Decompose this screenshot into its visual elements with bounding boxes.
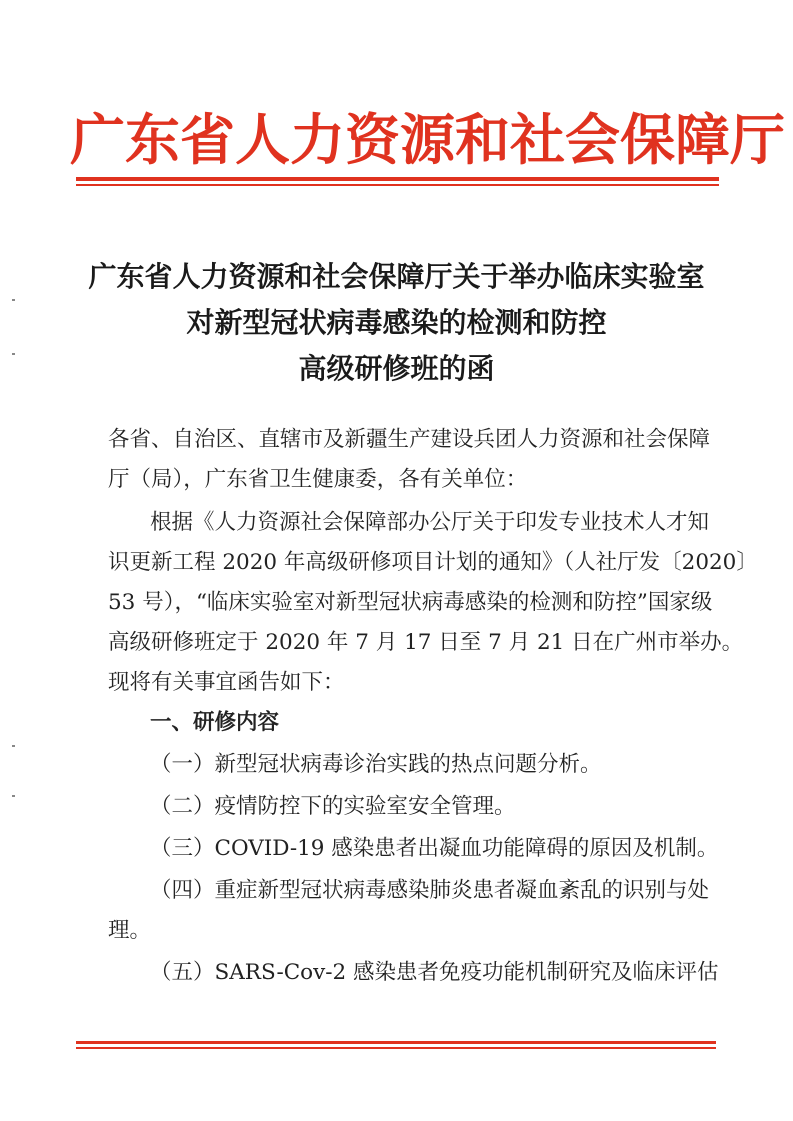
- body-paragraph-line-2: 识更新工程 2020 年高级研修项目计划的通知》（人社厅发〔2020〕: [108, 550, 758, 575]
- body-paragraph-line-1: 根据《人力资源社会保障部办公厅关于印发专业技术人才知: [150, 510, 710, 535]
- letterhead-rule-thick: [76, 177, 719, 181]
- document-title-line-1: 广东省人力资源和社会保障厅关于举办临床实验室: [88, 260, 705, 293]
- list-item-1: （一）新型冠状病毒诊治实践的热点问题分析。: [150, 752, 602, 777]
- list-item-4-continuation: 理。: [108, 918, 152, 943]
- margin-speck: [12, 353, 15, 355]
- list-item-4: （四）重症新型冠状病毒感染肺炎患者凝血紊乱的识别与处: [150, 878, 710, 903]
- footer-rule-thick: [76, 1041, 716, 1044]
- section-heading: 一、研修内容: [150, 710, 280, 735]
- addressee-line-1: 各省、自治区、直辖市及新疆生产建设兵团人力资源和社会保障: [108, 427, 711, 452]
- list-item-3: （三）COVID-19 感染患者出凝血功能障碍的原因及机制。: [150, 836, 719, 861]
- body-paragraph-line-5: 现将有关事宜函告如下：: [108, 670, 345, 695]
- addressee-line-2: 厅（局），广东省卫生健康委，各有关单位：: [108, 467, 528, 492]
- letterhead-rule-thin: [76, 184, 719, 186]
- margin-speck: [12, 795, 15, 797]
- document-title-line-3: 高级研修班的函: [298, 352, 495, 385]
- list-item-2: （二）疫情防控下的实验室安全管理。: [150, 794, 516, 819]
- footer-rule-thin: [76, 1047, 716, 1049]
- document-title-line-2: 对新型冠状病毒感染的检测和防控: [186, 306, 607, 339]
- body-paragraph-line-3: 53 号），“临床实验室对新型冠状病毒感染的检测和防控”国家级: [108, 590, 713, 615]
- margin-speck: [12, 745, 15, 747]
- list-item-5: （五）SARS-Cov-2 感染患者免疫功能机制研究及临床评估: [150, 960, 719, 985]
- margin-speck: [12, 299, 15, 301]
- body-paragraph-line-4: 高级研修班定于 2020 年 7 月 17 日至 7 月 21 日在广州市举办。: [108, 630, 744, 655]
- letterhead-title: 广东省人力资源和社会保障厅: [70, 107, 786, 172]
